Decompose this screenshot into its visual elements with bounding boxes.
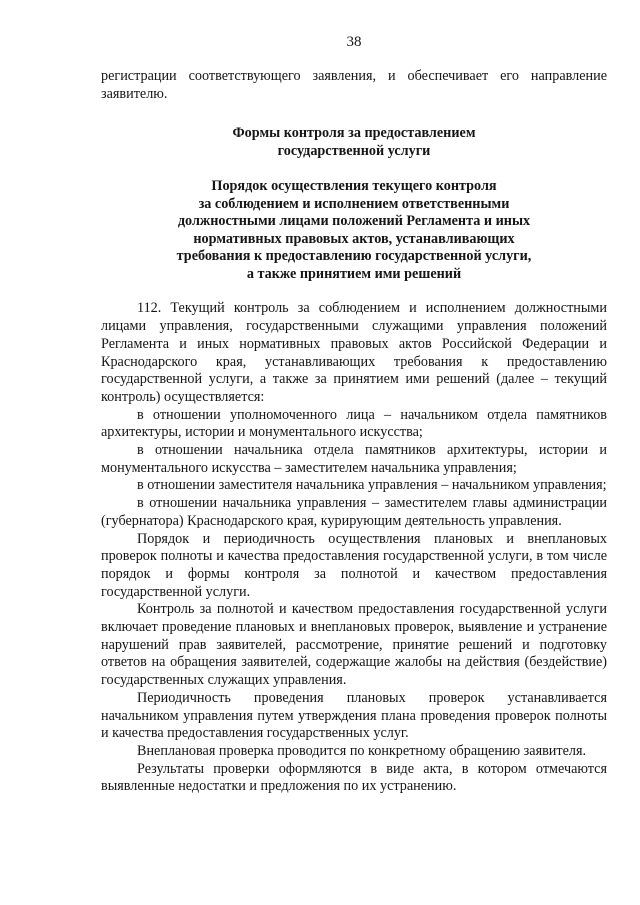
page-number: 38	[346, 34, 362, 50]
subsection-title	[101, 178, 607, 283]
subsection-title-line: за соблюдением и исполнением ответственными	[198, 195, 510, 212]
subsection-title-line: нормативных правовых актов, устанавливающих	[193, 230, 515, 247]
paragraph: Контроль за полнотой и качеством предоставления государственной услуги включает проведение плановых и внеплановых проверок, выявление и устранение нарушений прав заявителей, рассмотрение, принятие решений и подготовку ответов на обращения заявителей, содержащие жалобы на действия (бездействие) государственных служащих управления.	[101, 601, 607, 689]
paragraph: Результаты проверки оформляются в виде акта, в котором отмечаются выявленные недостатки и предложения по их устранению.	[101, 760, 607, 795]
paragraph: Внеплановая проверка проводится по конкретному обращению заявителя.	[137, 742, 587, 759]
section-title-line: государственной услуги	[277, 142, 431, 159]
body-text	[101, 300, 607, 796]
subsection-title-line: должностными лицами положений Регламента и иных	[177, 213, 531, 230]
intro-continuation-paragraph: регистрации соответствующего заявления, и обеспечивает его направление заявителю.	[101, 68, 607, 102]
paragraph: Периодичность проведения плановых проверок устанавливается начальником управления путем утверждения плана проведения проверок полноты и качества предоставления государственных услуг.	[101, 689, 607, 742]
paragraph-list-item: в отношении уполномоченного лица – начальником отдела памятников архитектуры, истории и монументального искусства;	[101, 406, 607, 441]
section-title	[101, 125, 607, 160]
paragraph-list-item: в отношении начальника отдела памятников архитектуры, истории и монументального искусства – заместителем начальника управления;	[101, 442, 607, 476]
paragraph-list-item: в отношении заместителя начальника управления – начальником управления;	[137, 477, 607, 494]
paragraph-list-item: в отношении начальника управления – заместителем главы администрации (губернатора) Краснодарского края, курирующим деятельность управления.	[101, 495, 607, 529]
paragraph-112: 112. Текущий контроль за соблюдением и исполнением должностными лицами управления, государственными служащими управления положений Регламента и иных нормативных правовых актов Российской Федерации и Краснодарского края, устанавливающих требования к предоставлению государственной услуги, а также за принятием ими решений (далее – текущий контроль) осуществляется:	[101, 300, 607, 405]
section-title-line: Формы контроля за предоставлением	[232, 125, 476, 142]
subsection-title-line: требования к предоставлению государственной услуги,	[176, 248, 532, 265]
paragraph: Порядок и периодичность осуществления плановых и внеплановых проверок полноты и качества предоставления государственной услуги, в том числе порядок и формы контроля за полнотой и качеством предоставления государственной услуги.	[101, 530, 607, 600]
subsection-title-line: Порядок осуществления текущего контроля	[211, 178, 497, 195]
subsection-title-line: а также принятием ими решений	[246, 265, 462, 282]
